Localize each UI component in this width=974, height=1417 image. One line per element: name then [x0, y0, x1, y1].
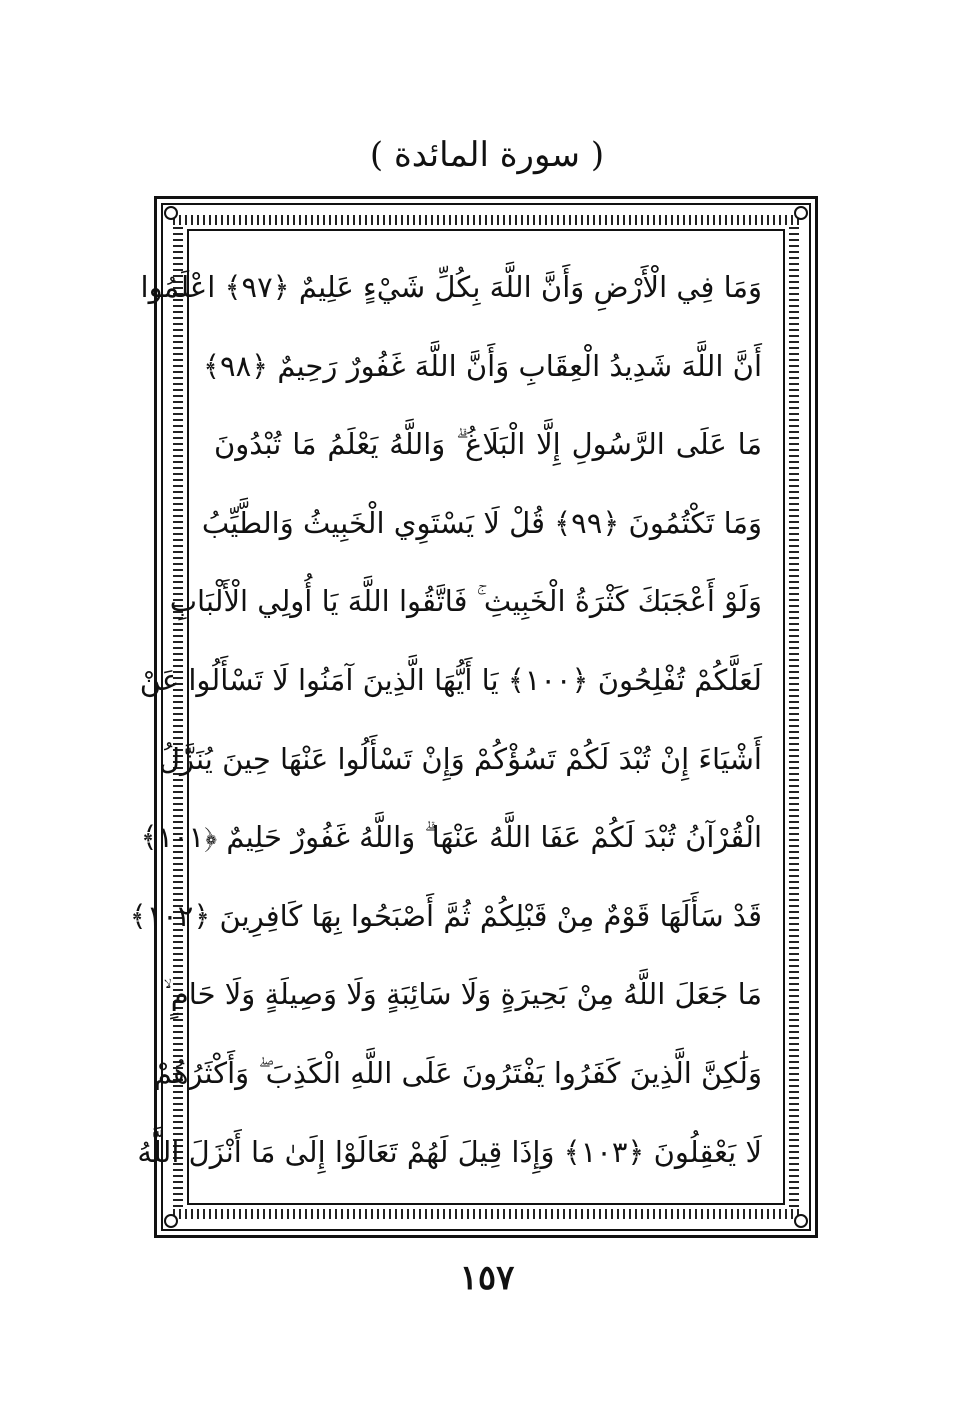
corner-ornament-icon	[164, 1214, 178, 1228]
quran-text-block	[129, 248, 762, 1191]
surah-title: ( سورة المائدة )	[369, 135, 605, 175]
text-line-7: أَشْيَاءَ إِنْ تُبْدَ لَكُمْ تَسُؤْكُمْ وَإِنْ تَسْأَلُوا عَنْهَا حِينَ يُنَزَّلُ	[158, 741, 762, 776]
corner-ornament-icon	[794, 206, 808, 220]
text-line-11: وَلَٰكِنَّ الَّذِينَ كَفَرُوا يَفْتَرُونَ عَلَى اللَّهِ الْكَذِبَ ۖ وَأَكْثَرُهُمْ	[153, 1055, 762, 1090]
text-line-8: الْقُرْآنُ تُبْدَ لَكُمْ عَفَا اللَّهُ عَنْهَا ۗ وَاللَّهُ غَفُورٌ حَلِيمٌ ﴿١٠١﴾	[140, 820, 762, 855]
text-line-9: قَدْ سَأَلَهَا قَوْمٌ مِنْ قَبْلِكُمْ ثُمَّ أَصْبَحُوا بِهَا كَافِرِينَ ﴿١٠٢﴾	[129, 898, 762, 933]
text-line-3: مَا عَلَى الرَّسُولِ إِلَّا الْبَلَاغُ ۗ وَاللَّهُ يَعْلَمُ مَا تُبْدُونَ	[214, 427, 762, 462]
text-line-2: أَنَّ اللَّهَ شَدِيدُ الْعِقَابِ وَأَنَّ اللَّهَ غَفُورٌ رَحِيمٌ ﴿٩٨﴾	[203, 348, 762, 383]
text-line-4: وَمَا تَكْتُمُونَ ﴿٩٩﴾ قُلْ لَا يَسْتَوِي الْخَبِيثُ وَالطَّيِّبُ	[201, 505, 762, 540]
text-line-5: وَلَوْ أَعْجَبَكَ كَثْرَةُ الْخَبِيثِ ۚ فَاتَّقُوا اللَّهَ يَا أُولِي الْأَلْبَابِ	[169, 584, 762, 619]
corner-ornament-icon	[164, 206, 178, 220]
text-line-12: لَا يَعْقِلُونَ ﴿١٠٣﴾ وَإِذَا قِيلَ لَهُمْ تَعَالَوْا إِلَىٰ مَا أَنْزَلَ اللَّهُ	[137, 1134, 762, 1169]
page-number: ١٥٧	[459, 1258, 515, 1298]
corner-ornament-icon	[794, 1214, 808, 1228]
text-line-10: مَا جَعَلَ اللَّهُ مِنْ بَحِيرَةٍ وَلَا سَائِبَةٍ وَلَا وَصِيلَةٍ وَلَا حَامٍ ۙ	[163, 977, 762, 1012]
text-line-1: وَمَا فِي الْأَرْضِ وَأَنَّ اللَّهَ بِكُلِّ شَيْءٍ عَلِيمٌ ﴿٩٧﴾ اعْلَمُوا	[140, 270, 762, 304]
text-line-6: لَعَلَّكُمْ تُفْلِحُونَ ﴿١٠٠﴾ يَا أَيُّهَا الَّذِينَ آمَنُوا لَا تَسْأَلُوا عَنْ	[139, 662, 762, 697]
